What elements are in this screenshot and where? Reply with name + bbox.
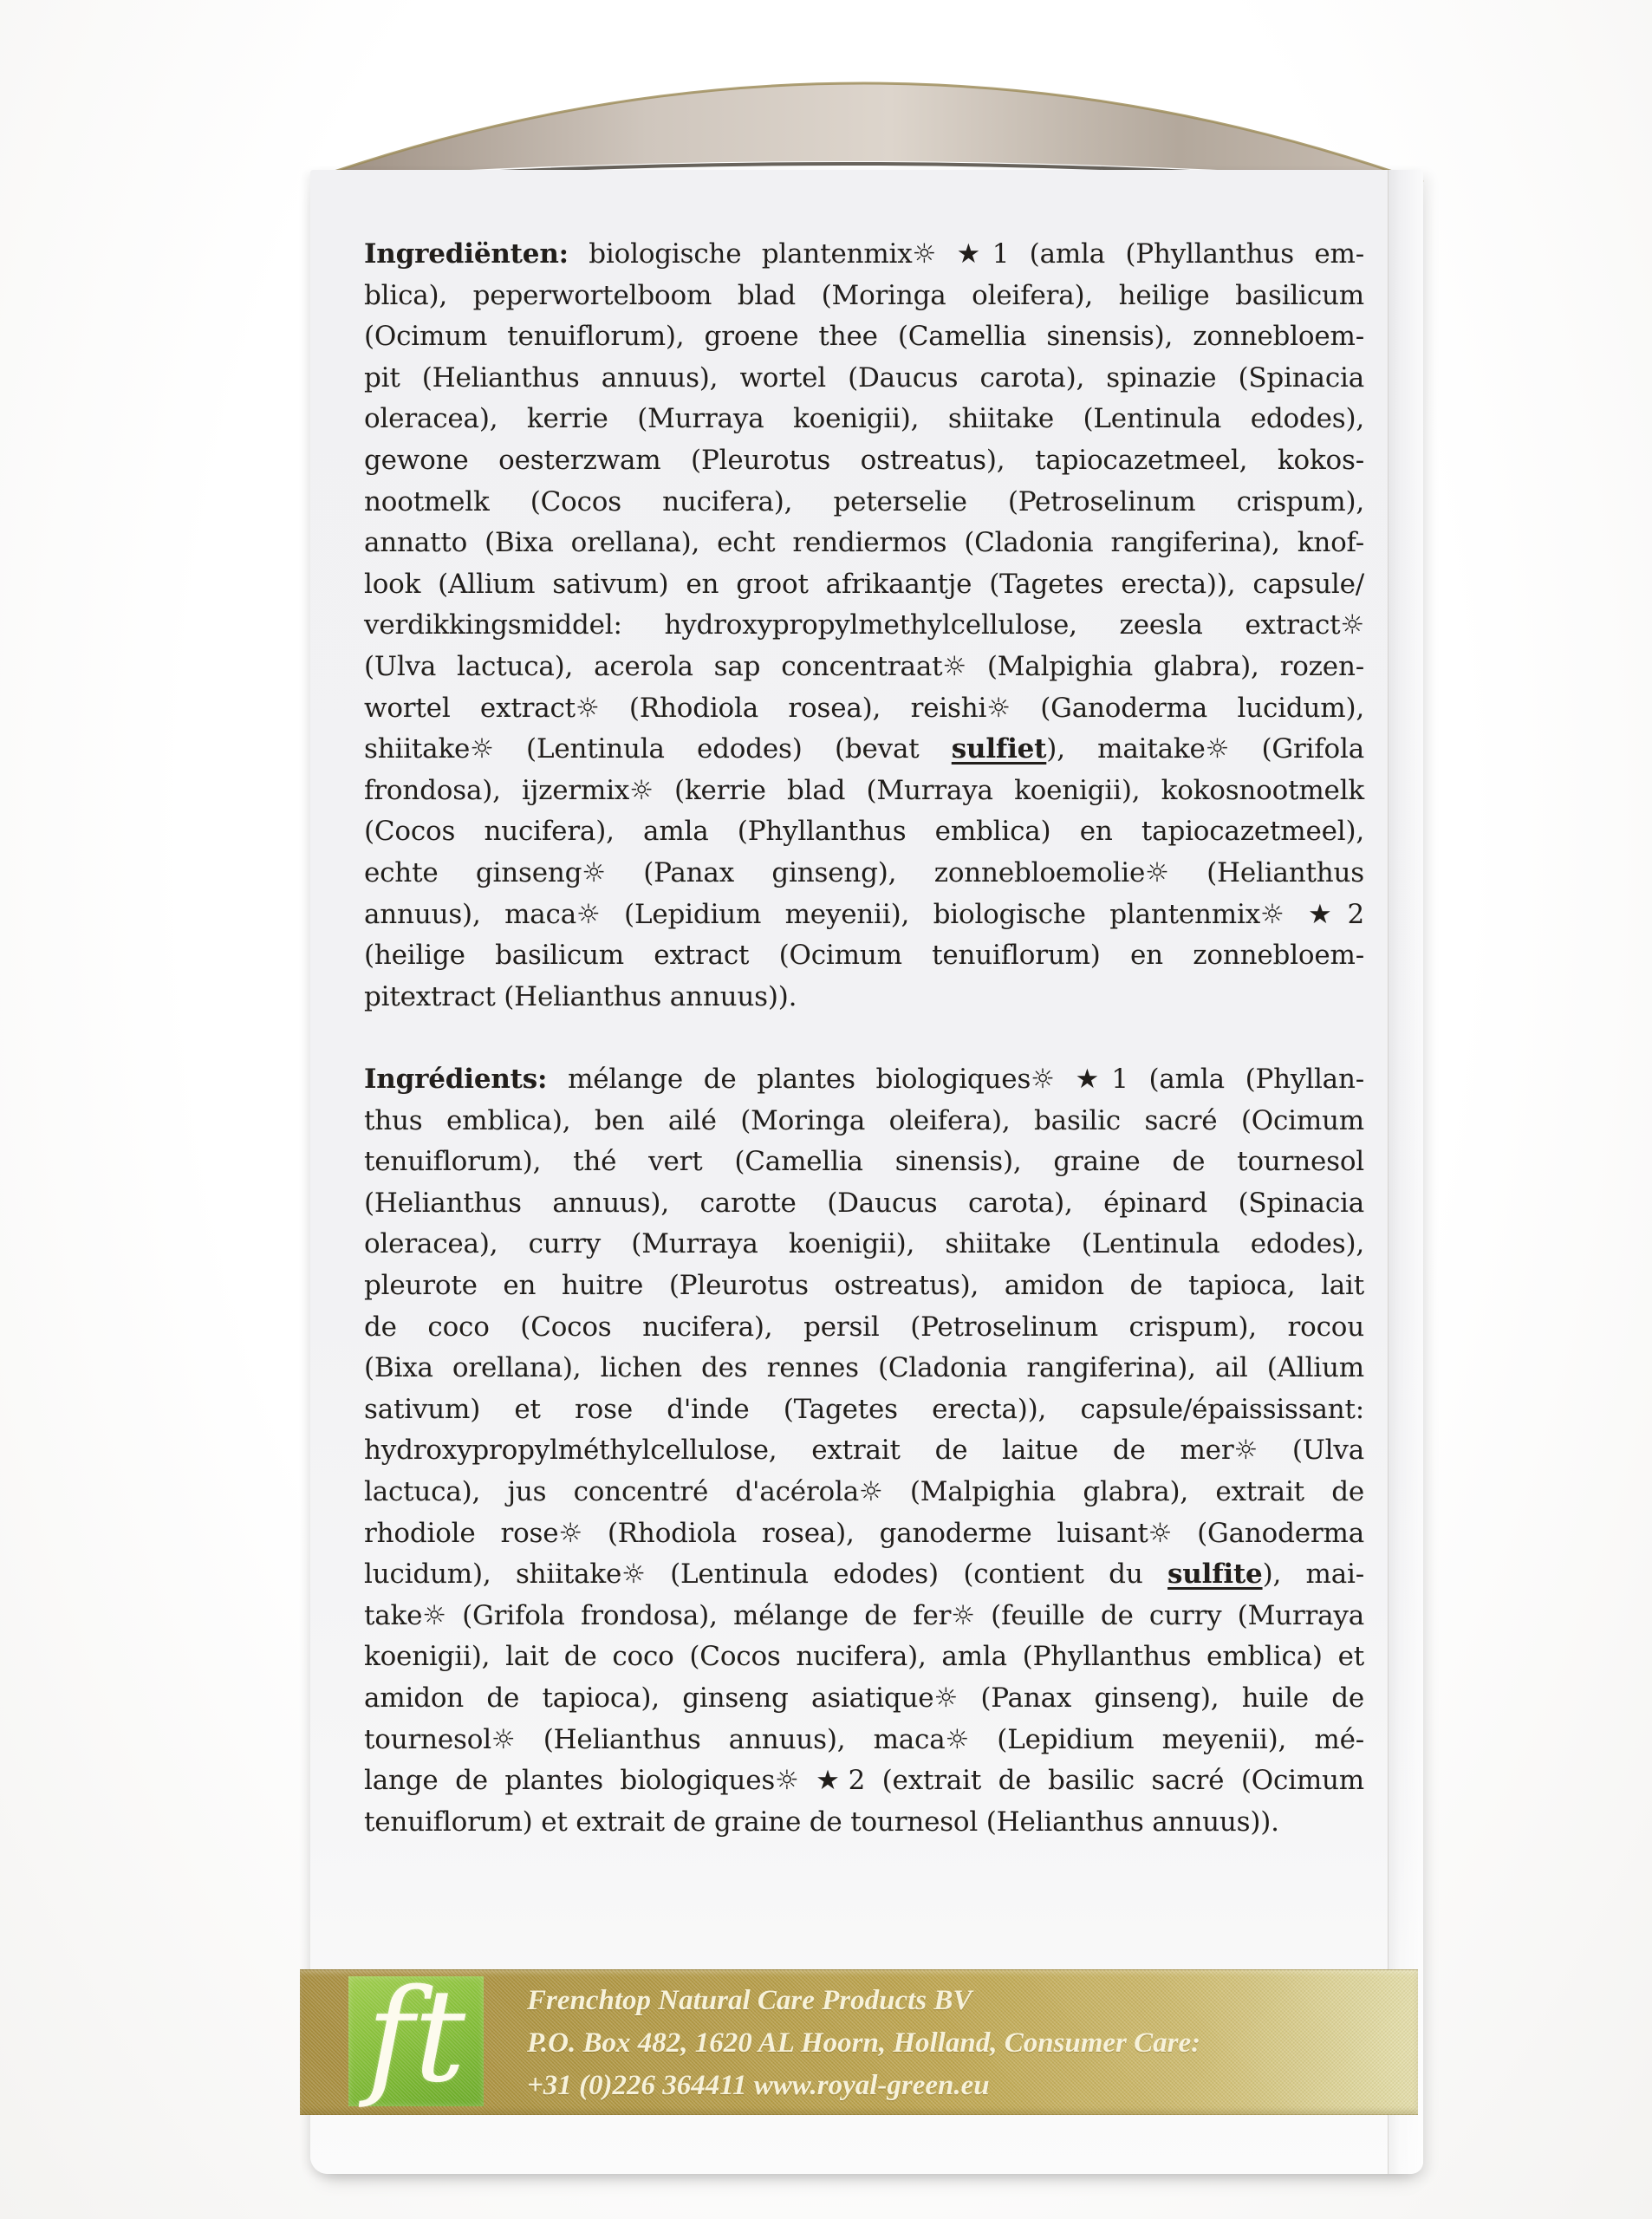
text-line: oleracea), kerrie (Murraya koenigii), shiitake (Lentinula edodes),	[364, 403, 1364, 435]
footer-phone-web-line: +31 (0)226 364411 www.royal-green.eu	[527, 2070, 990, 2101]
text-line: Ingrédients: mélange de plantes biologiques☼ ★1 (amla (Phyllan-	[364, 1064, 1364, 1095]
frenchtop-logo	[348, 1962, 484, 2111]
text-line: shiitake☼ (Lentinula edodes) (bevat sulfiet), maitake☼ (Grifola	[364, 733, 1364, 765]
footer-company-name: Frenchtop Natural Care Products BV	[527, 1985, 972, 2016]
text-line: Ingrediënten: biologische plantenmix☼ ★1 (amla (Phyllanthus em-	[364, 238, 1364, 270]
text-line: koenigii), lait de coco (Cocos nucifera), amla (Phyllanthus emblica) et	[364, 1641, 1364, 1673]
text-line: thus emblica), ben ailé (Moringa oleifera), basilic sacré (Ocimum	[364, 1104, 1364, 1136]
text-line: look (Allium sativum) en groot afrikaantje (Tagetes erecta)), capsule/	[364, 568, 1364, 600]
text-line: pit (Helianthus annuus), wortel (Daucus carota), spinazie (Spinacia	[364, 361, 1364, 394]
text-line: gewone oesterzwam (Pleurotus ostreatus), tapiocazetmeel, kokos-	[364, 444, 1364, 476]
text-line: amidon de tapioca), ginseng asiatique☼ (Panax ginseng), huile de	[364, 1682, 1364, 1714]
text-line: oleracea), curry (Murraya koenigii), shiitake (Lentinula edodes),	[364, 1228, 1364, 1260]
text-line: tournesol☼ (Helianthus annuus), maca☼ (Lepidium meyenii), mé-	[364, 1723, 1364, 1755]
text-line: blica), peperwortelboom blad (Moringa oleifera), heilige basilicum	[364, 279, 1364, 311]
text-line: (Ocimum tenuiflorum), groene thee (Camellia sinensis), zonnebloem-	[364, 321, 1364, 353]
text-line: take☼ (Grifola frondosa), mélange de fer☼ (feuille de curry (Murraya	[364, 1599, 1364, 1631]
text-line: annuus), maca☼ (Lepidium meyenii), biologische plantenmix☼ ★2	[364, 898, 1364, 930]
ft-logo-letters: ft	[366, 1962, 466, 2111]
text-line: (Cocos nucifera), amla (Phyllanthus emblica) en tapiocazetmeel),	[364, 816, 1364, 848]
text-line: pleurote en huitre (Pleurotus ostreatus), amidon de tapioca, lait	[364, 1269, 1364, 1301]
text-line: (Ulva lactuca), acerola sap concentraat☼ (Malpighia glabra), rozen-	[364, 650, 1364, 682]
text-line: (heilige basilicum extract (Ocimum tenuiflorum) en zonnebloem-	[364, 940, 1364, 972]
text-line: lucidum), shiitake☼ (Lentinula edodes) (contient du sulfite), mai-	[364, 1559, 1365, 1591]
text-line: annatto (Bixa orellana), echt rendiermos (Cladonia rangiferina), knof-	[364, 527, 1364, 559]
text-line: hydroxypropylméthylcellulose, extrait de laitue de mer☼ (Ulva	[364, 1435, 1364, 1467]
text-line: frondosa), ijzermix☼ (kerrie blad (Murraya koenigii), kokosnootmelk	[364, 774, 1364, 806]
text-line: (Bixa orellana), lichen des rennes (Cladonia rangiferina), ail (Allium	[364, 1352, 1364, 1384]
text-line: verdikkingsmiddel: hydroxypropylmethylcellulose, zeesla extract☼	[364, 609, 1364, 641]
ingredients-paragraph-french	[364, 1059, 1364, 1843]
ingredients-paragraph-dutch	[364, 234, 1364, 1018]
footer-band	[300, 1962, 1418, 2115]
text-line: tenuiflorum), thé vert (Camellia sinensis), graine de tournesol	[364, 1146, 1364, 1178]
footer-contact-block	[527, 1980, 1200, 2107]
text-line: wortel extract☼ (Rhodiola rosea), reishi☼ (Ganoderma lucidum),	[364, 692, 1364, 724]
text-line: sativum) et rose d'inde (Tagetes erecta)), capsule/épaississant:	[364, 1393, 1364, 1425]
box-right-edge	[1388, 170, 1423, 2174]
text-line: pitextract (Helianthus annuus)).	[364, 980, 797, 1012]
text-line: de coco (Cocos nucifera), persil (Petroselinum crispum), rocou	[364, 1311, 1364, 1343]
text-line: tenuiflorum) et extrait de graine de tournesol (Helianthus annuus)).	[364, 1806, 1279, 1838]
text-line: nootmelk (Cocos nucifera), peterselie (Petroselinum crispum),	[364, 485, 1364, 517]
footer-address-line: P.O. Box 482, 1620 AL Hoorn, Holland, Consumer Care:	[527, 2027, 1201, 2059]
text-line: rhodiole rose☼ (Rhodiola rosea), ganoderme luisant☼ (Ganoderma	[364, 1517, 1364, 1549]
text-line: lactuca), jus concentré d'acérola☼ (Malpighia glabra), extrait de	[364, 1475, 1364, 1507]
text-line: lange de plantes biologiques☼ ★2 (extrait de basilic sacré (Ocimum	[364, 1765, 1364, 1797]
text-line: (Helianthus annuus), carotte (Daucus carota), épinard (Spinacia	[364, 1187, 1364, 1219]
text-line: echte ginseng☼ (Panax ginseng), zonnebloemolie☼ (Helianthus	[364, 856, 1364, 888]
